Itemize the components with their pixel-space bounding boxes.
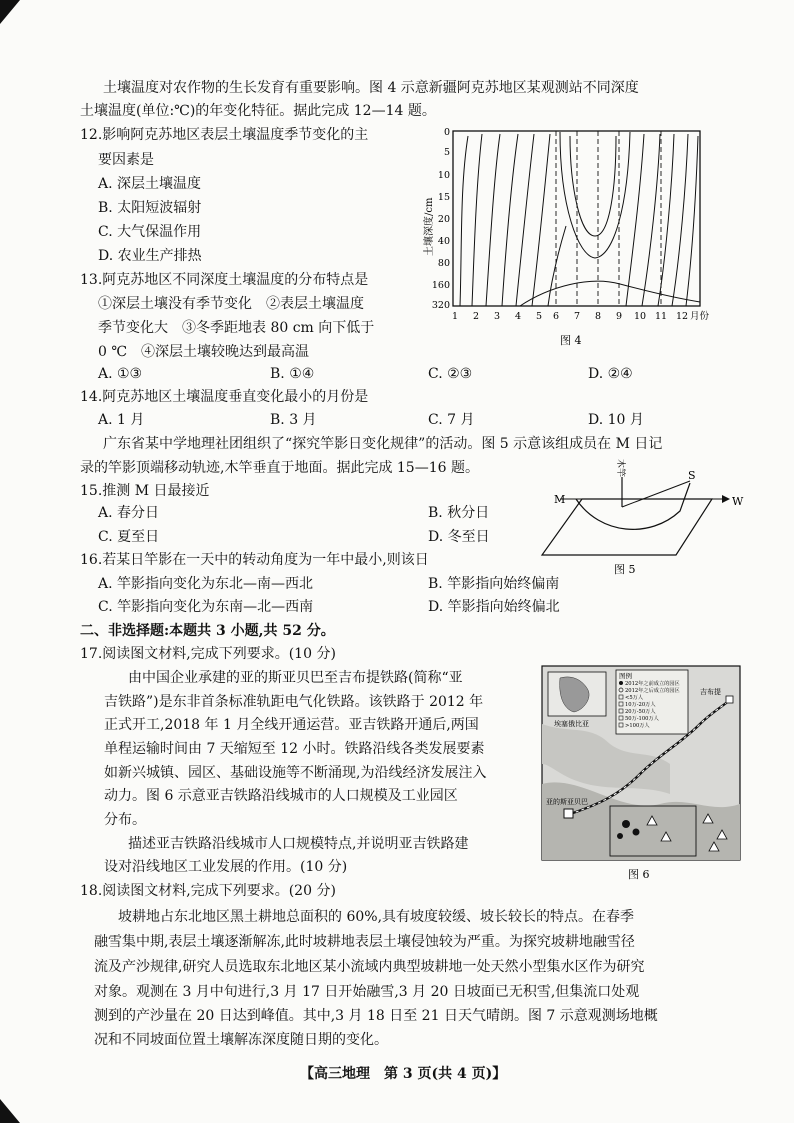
fig4-xtick-12: 12: [675, 311, 689, 322]
q15-option-c: C. 夏至日: [98, 529, 160, 545]
fig4-isotherm-14: [686, 136, 698, 306]
fig5-ground-plane: [542, 499, 712, 555]
q12-stem-line1: 12.影响阿克苏地区表层土壤温度季节变化的主: [80, 127, 369, 143]
q17-para-line1: 由中国企业承建的亚的斯亚贝巴至吉布提铁路(简称“亚: [128, 670, 463, 686]
fig6-legend-title: 图例: [619, 672, 632, 680]
q14-option-d: D. 10 月: [588, 412, 644, 428]
q13-option-c: C. ②③: [428, 366, 473, 382]
q14-option-b: B. 3 月: [270, 412, 317, 428]
q12-option-d: D. 农业生产排热: [98, 248, 202, 264]
q18-stem: 18.阅读图文材料,完成下列要求。(20 分): [80, 883, 336, 899]
fig4-xtick-2: 2: [472, 311, 480, 322]
q14-option-c: C. 7 月: [428, 412, 475, 428]
fig6-label-djibouti: 吉布提: [700, 688, 721, 696]
fig4-ytick-10: 10: [437, 170, 450, 181]
q17-task-line2: 设对沿线地区工业发展的作用。(10 分): [104, 859, 348, 875]
fig4-xtick-11: 11: [654, 311, 668, 322]
fig6-legend-item-6: 50万-100万人: [625, 716, 659, 722]
fig4-xtick-4: 4: [514, 311, 522, 322]
q17-para-line2: 吉铁路”)是东非首条标准轨距电气化铁路。该铁路于 2012 年: [104, 694, 484, 710]
fig4-ytick-20: 20: [437, 214, 450, 225]
q16-option-c: C. 竿影指向变化为东南—北—西南: [98, 599, 314, 615]
q13-stem-line4: 0 ℃ ④深层土壤较晚达到最高温: [98, 344, 310, 360]
q18-para-line6: 况和不同坡面位置土壤解冻深度随日期的变化。: [94, 1032, 388, 1048]
q16-option-a: A. 竿影指向变化为东北—南—西北: [98, 576, 314, 592]
fig4-isotherm-13: [672, 134, 688, 306]
fig4-isotherm-7: [548, 226, 566, 306]
fig4-plot-frame: [453, 131, 700, 306]
q17-para-line4: 单程运输时间由 7 天缩短至 12 小时。铁路沿线各类发展要素: [104, 741, 485, 757]
figure-4-soil-temperature-chart: [420, 126, 720, 360]
q17-para-line5: 如新兴城镇、园区、基础设施等不断涌现,为沿线经济发展注入: [104, 765, 487, 781]
q16-option-b: B. 竿影指向始终偏南: [428, 576, 560, 592]
fig4-month-gridlines: [556, 131, 661, 306]
fig4-ytick-0: 0: [443, 127, 450, 138]
fig4-ytick-80: 80: [437, 258, 450, 269]
fig4-isotherm-4: [502, 134, 518, 306]
fig4-isotherm-11: [642, 134, 660, 306]
q13-stem-line1: 13.阿克苏地区不同深度土壤温度的分布特点是: [80, 272, 369, 288]
fig5-label-m: M: [554, 493, 566, 506]
fig4-isotherm-12: [658, 134, 674, 306]
fig4-xtick-7: 7: [573, 311, 581, 322]
fig4-xtick-5: 5: [535, 311, 543, 322]
fig4-isotherm-6: [532, 134, 550, 306]
fig4-isotherms: [460, 132, 700, 306]
q13-option-d: D. ②④: [588, 366, 633, 382]
fig6-park-1-icon: [622, 820, 630, 828]
fig6-legend-item-3: <5万人: [625, 695, 644, 701]
q17-task-line1: 描述亚吉铁路沿线城市人口规模特点,并说明亚吉铁路建: [128, 836, 469, 852]
fig6-legend-item-2: 2012年之后成立的园区: [625, 688, 680, 694]
figure-5-pole-shadow-diagram: [540, 455, 744, 577]
fig4-xtick-10: 10: [633, 311, 647, 322]
fig4-caption: 图 4: [560, 334, 582, 347]
q18-para-line2: 融雪集中期,表层土壤逐渐解冻,此时坡耕地表层土壤侵蚀较为严重。为探究坡耕地融雪径: [94, 934, 635, 950]
q14-stem: 14.阿克苏地区土壤温度垂直变化最小的月份是: [80, 389, 369, 405]
fig4-ylabel: 土壤深度/cm: [424, 197, 435, 256]
q12-option-b: B. 太阳短波辐射: [98, 200, 202, 216]
q16-stem: 16.若某日竿影在一天中的转动角度为一年中最小,则该日: [80, 552, 429, 568]
fig4-isotherm-5: [516, 134, 534, 306]
fig4-xticks: [452, 311, 688, 322]
q18-para-line4: 对象。观测在 3 月中旬进行,3 月 17 日开始融雪,3 月 20 日坡面已无积雪,但集流口处观: [94, 984, 640, 1000]
q17-para-line6: 动力。图 6 示意亚吉铁路沿线城市的人口规模及工业园区: [104, 788, 458, 804]
intro1-line2: 土壤温度(单位:℃)的年变化特征。据此完成 12—14 题。: [80, 103, 436, 119]
fig5-caption: 图 5: [614, 563, 636, 576]
q12-option-a: A. 深层土壤温度: [98, 176, 202, 192]
q17-para-line3: 正式开工,2018 年 1 月全线开通运营。亚吉铁路开通后,两国: [104, 717, 479, 733]
q18-para-line3: 流及产沙规律,研究人员选取东北地区某小流域内典型坡耕地一处天然小型集水区作为研究: [94, 959, 645, 975]
fig6-legend-item-5: 20万-50万人: [625, 709, 656, 715]
q17-para-line7: 分布。: [104, 812, 146, 828]
q18-para-line1: 坡耕地占东北地区黑土耕地总面积的 60%,具有坡度较缓、坡长较长的特点。在春季: [118, 909, 635, 925]
q12-stem-line2: 要因素是: [98, 152, 154, 168]
fig5-label-w: W: [732, 495, 744, 508]
fig6-legend-item-7: >100万人: [625, 723, 650, 729]
q16-option-d: D. 竿影指向始终偏北: [428, 599, 560, 615]
corner-mark-bottom-left: [0, 1099, 20, 1123]
intro2-line2: 录的竿影顶端移动轨迹,木竿垂直于地面。据此完成 15—16 题。: [80, 460, 479, 476]
q17-stem: 17.阅读图文材料,完成下列要求。(10 分): [80, 646, 336, 662]
fig4-x-unit: 月份: [690, 311, 710, 322]
fig6-legend-park-pre-icon: [619, 681, 623, 685]
fig4-isotherm-3: [486, 134, 500, 306]
q13-option-b: B. ①④: [270, 366, 315, 382]
q13-stem-line3: 季节变化大 ③冬季距地表 80 cm 向下低于: [98, 320, 375, 336]
figure-6-railway-map: [540, 664, 744, 884]
fig4-isotherm-1: [460, 136, 468, 306]
fig5-label-s: S: [688, 469, 696, 482]
fig5-west-arrow: [722, 495, 730, 503]
fig4-ytick-160: 160: [431, 280, 450, 291]
corner-mark-top-left: [0, 0, 20, 24]
section2-heading: 二、非选择题:本题共 3 小题,共 52 分。: [80, 623, 335, 639]
q12-option-c: C. 大气保温作用: [98, 224, 202, 240]
fig6-label-addis: 亚的斯亚贝巴: [546, 798, 588, 806]
fig6-park-2-icon: [633, 829, 640, 836]
fig5-shadow-trajectory: [576, 483, 690, 529]
fig6-caption: 图 6: [628, 868, 650, 881]
fig6-park-3-icon: [617, 833, 623, 839]
page-footer: 【高三地理 第 3 页(共 4 页)】: [300, 1066, 507, 1082]
intro2-line1: 广东省某中学地理社团组织了“探究竿影日变化规律”的活动。图 5 示意该组成员在 M 日记: [103, 436, 663, 452]
fig4-xtick-8: 8: [594, 311, 602, 322]
fig6-legend-item-1: 2012年之前成立的园区: [625, 681, 680, 687]
intro1-line1: 土壤温度对农作物的生长发育有重要影响。图 4 示意新疆阿克苏地区某观测站不同深度: [103, 80, 639, 96]
fig6-city-addis-icon: [564, 809, 573, 818]
fig5-north-south-line: [622, 481, 690, 507]
fig4-ytick-15: 15: [437, 192, 450, 203]
q13-option-a: A. ①③: [98, 366, 143, 382]
q18-para-line5: 测到的产沙量在 20 日达到峰值。其中,3 月 18 日至 21 日天气晴朗。图 7 示意观测场地概: [94, 1008, 658, 1024]
fig4-xtick-1: 1: [451, 311, 459, 322]
fig5-pole-label: 木竿: [615, 459, 625, 478]
fig6-city-djibouti-icon: [726, 696, 733, 703]
fig6-legend-item-4: 10万-20万人: [625, 702, 656, 708]
q15-option-a: A. 春分日: [98, 505, 160, 521]
q13-stem-line2: ①深层土壤没有季节变化 ②表层土壤温度: [98, 296, 364, 312]
fig4-isotherm-2: [472, 134, 482, 306]
q15-option-d: D. 冬至日: [428, 529, 490, 545]
fig4-xtick-6: 6: [552, 311, 560, 322]
fig4-ytick-5: 5: [443, 147, 450, 158]
fig6-map-label: 埃塞俄比亚: [554, 720, 589, 728]
fig4-ytick-320: 320: [431, 300, 450, 311]
q15-stem: 15.推测 M 日最接近: [80, 483, 210, 499]
fig4-xtick-3: 3: [493, 311, 501, 322]
q14-option-a: A. 1 月: [98, 412, 145, 428]
q15-option-b: B. 秋分日: [428, 505, 490, 521]
fig4-ytick-40: 40: [437, 236, 450, 247]
fig4-xtick-9: 9: [615, 311, 623, 322]
